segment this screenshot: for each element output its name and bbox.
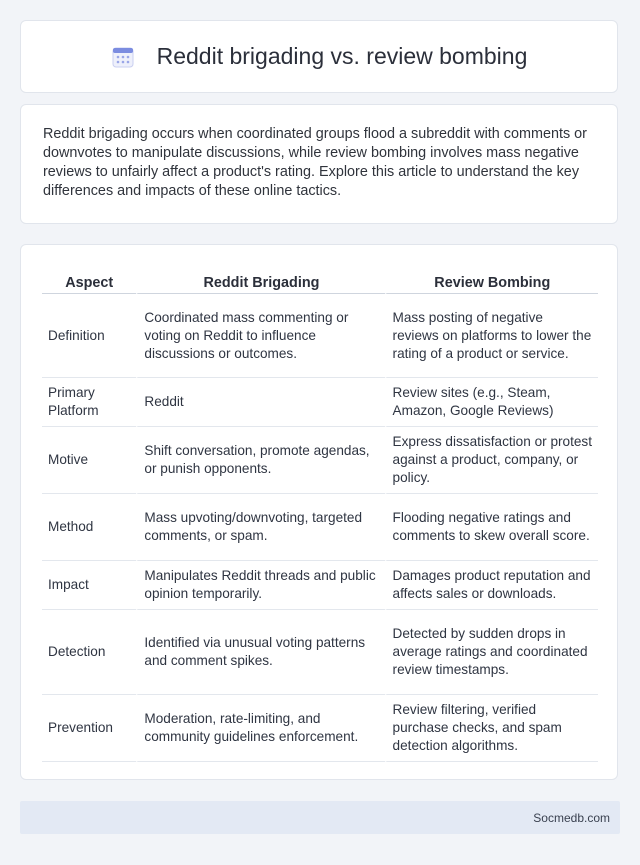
table-row (42, 610, 598, 695)
header-reddit-brigading: Reddit Brigading (136, 261, 384, 294)
comparison-table (42, 261, 598, 762)
row-reddit-cell: Shift conversation, promote agendas, or punish opponents. (136, 427, 384, 494)
row-reddit-cell: Coordinated mass commenting or voting on Reddit to influence discussions or outcomes. (136, 294, 384, 378)
row-aspect: Prevention (42, 695, 136, 762)
page-title: Reddit brigading vs. review bombing (156, 43, 528, 69)
table-row (42, 494, 598, 561)
row-aspect: Impact (42, 561, 136, 610)
table-row (42, 561, 598, 610)
row-review-cell: Express dissatisfaction or protest against a product, company, or policy. (385, 427, 598, 494)
footer-site-link[interactable]: Socmedb.com (533, 810, 610, 825)
row-review-cell: Review sites (e.g., Steam, Amazon, Google Reviews) (385, 378, 598, 427)
header-review-bombing: Review Bombing (385, 261, 598, 294)
table-row (42, 427, 598, 494)
row-aspect: Definition (42, 294, 136, 378)
table-row (42, 695, 598, 762)
row-review-cell: Flooding negative ratings and comments to skew overall score. (385, 494, 598, 561)
footer-bar (20, 801, 620, 834)
row-aspect: Motive (42, 427, 136, 494)
intro-paragraph: Reddit brigading occurs when coordinated groups flood a subreddit with comments or downvotes to manipulate discussions, while review bombing involves mass negative reviews to unfairly affect a product's rating. Explore this article to understand the key differences and impacts of these online tactics. (43, 126, 587, 199)
header-aspect: Aspect (42, 261, 136, 294)
row-aspect: Detection (42, 610, 136, 695)
table-row (42, 378, 598, 427)
title-card (20, 20, 618, 93)
row-review-cell: Detected by sudden drops in average ratings and coordinated review timestamps. (385, 610, 598, 695)
table-row (42, 294, 598, 378)
table-header-row (42, 261, 598, 294)
comparison-table-card (20, 244, 618, 780)
row-reddit-cell: Identified via unusual voting patterns and comment spikes. (136, 610, 384, 695)
row-review-cell: Review filtering, verified purchase checks, and spam detection algorithms. (385, 695, 598, 762)
row-review-cell: Damages product reputation and affects sales or downloads. (385, 561, 598, 610)
row-aspect: Method (42, 494, 136, 561)
intro-card (20, 104, 618, 224)
row-reddit-cell: Manipulates Reddit threads and public opinion temporarily. (136, 561, 384, 610)
row-aspect: Primary Platform (42, 378, 136, 427)
calendar-icon (111, 45, 135, 69)
row-reddit-cell: Mass upvoting/downvoting, targeted comments, or spam. (136, 494, 384, 561)
row-reddit-cell: Reddit (136, 378, 384, 427)
row-reddit-cell: Moderation, rate-limiting, and community guidelines enforcement. (136, 695, 384, 762)
row-review-cell: Mass posting of negative reviews on platforms to lower the rating of a product or service. (385, 294, 598, 378)
